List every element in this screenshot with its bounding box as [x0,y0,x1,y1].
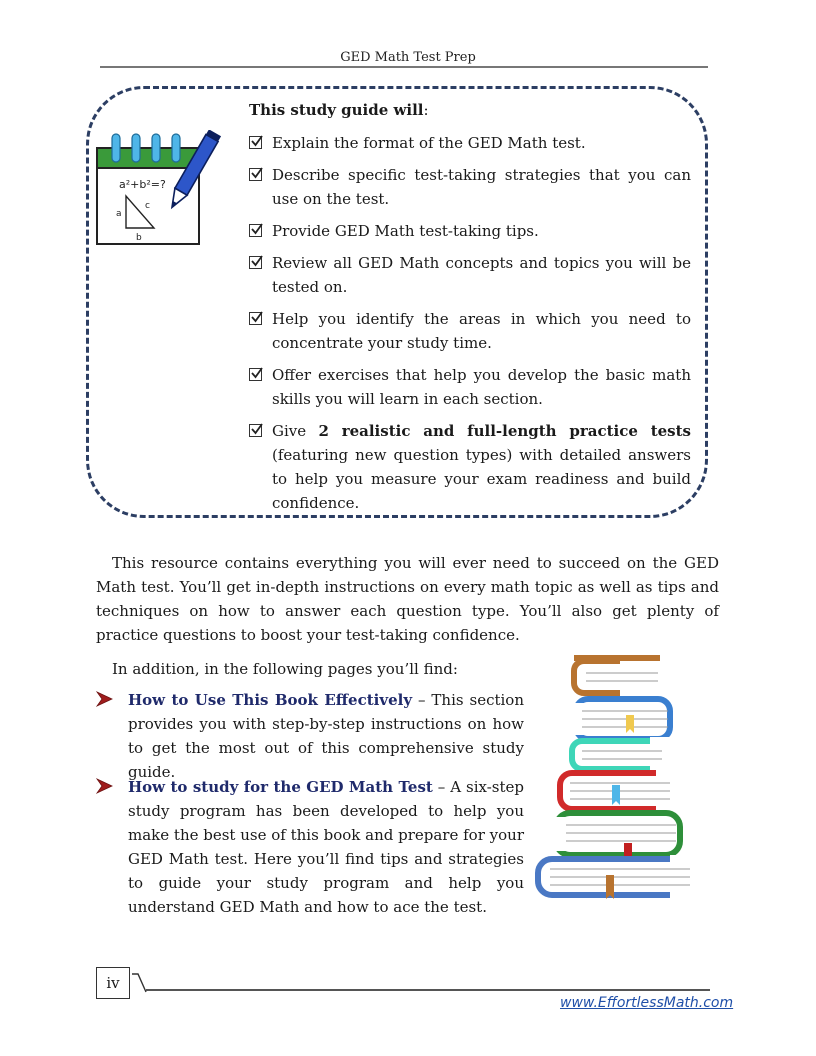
book-icon [560,769,678,813]
side-a-label: a [116,209,122,219]
checkbox-checked-icon [249,424,262,437]
book-icon [574,658,664,696]
side-c-label: c [145,201,150,211]
guide-item: Explain the format of the GED Math test. [249,131,691,155]
checkbox-checked-icon [249,312,262,325]
guide-item: Offer exercises that help you develop the basic math skills you will learn in each section. [249,363,691,411]
guide-list [249,131,691,523]
guide-item: Review all GED Math concepts and topics you will be tested on. [249,251,691,299]
checkbox-checked-icon [249,256,262,269]
checkbox-checked-icon [249,368,262,381]
book-icon [572,699,670,739]
side-b-label: b [136,233,142,243]
guide-item: Describe specific test-taking strategies that you can use on the test. [249,163,691,211]
footer-rule [130,972,712,994]
feature-title: How to study for the GED Math Test [128,778,433,796]
book-stack-illustration [530,655,705,905]
guide-item: Help you identify the areas in which you need to concentrate your study time. [249,307,691,355]
arrowhead-bullet-icon [96,691,114,707]
checkbox-checked-icon [249,136,262,149]
intro-paragraph: This resource contains everything you will ever need to succeed on the GED Math test. You’ll get in-depth instructions on every math topic as well as tips and techniques on how to answer each question type. You’ll also get plenty of practice questions to boost your test-taking confidence. [96,554,719,644]
formula-text: a²+b²=? [119,178,166,191]
arrowhead-bullet-icon [96,778,114,794]
guide-heading: This study guide will: [249,101,429,119]
book-icon [538,855,700,899]
feature-title: How to Use This Book Effectively [128,691,413,709]
guide-item-practice-tests: Give 2 realistic and full-length practice tests (featuring new question types) with detailed answers to help you measure your exam readiness and build confidence. [249,419,691,515]
checkbox-checked-icon [249,168,262,181]
feature-item: How to study for the GED Math Test – A six-step study program has been developed to help you make the best use of this book and prepare for your GED Math test. Here you’ll find tips and strategies to guide your study program and help you understand GED Math and how to ace the test. [96,775,524,919]
following-pages-intro: In addition, in the following pages you’ll find: [112,660,458,678]
website-link[interactable]: www.EffortlessMath.com [560,995,734,1011]
running-header-title: GED Math Test Prep [340,50,476,65]
feature-item: How to Use This Book Effectively – This section provides you with step-by-step instructions on how to get the most out of this comprehensive study guide. [96,688,524,784]
book-icon [572,737,670,773]
guide-item: Provide GED Math test-taking tips. [249,219,691,243]
header-rule [100,66,708,68]
calendar-math-icon [94,130,234,250]
checkbox-checked-icon [249,224,262,237]
page-number-box: iv [96,967,130,999]
